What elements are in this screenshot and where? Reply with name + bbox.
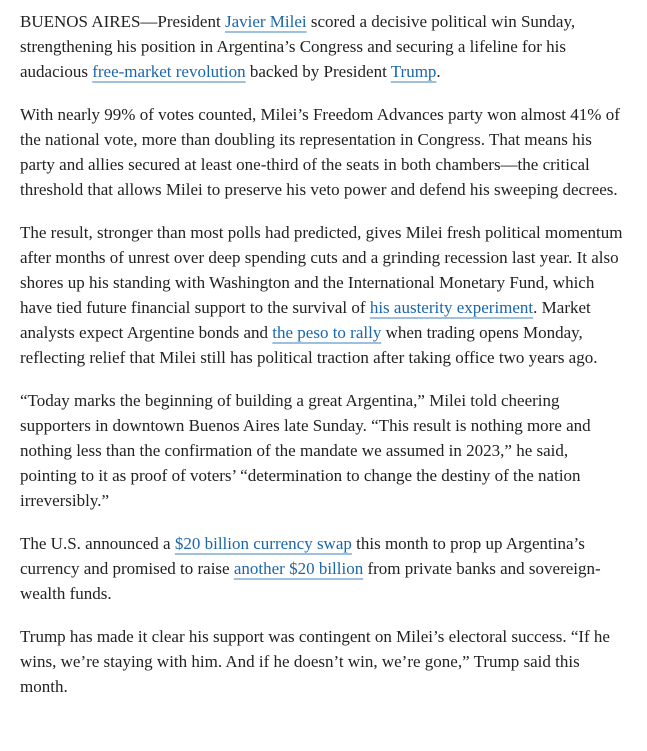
text-segment: this month to prop up Argentina’s currency and promised to raise bbox=[20, 534, 585, 578]
text-segment: BUENOS AIRES—President bbox=[20, 12, 225, 31]
text-segment: when trading opens Monday, reflecting relief that Milei still has political traction after taking office two years ago. bbox=[20, 323, 598, 367]
text-segment: from private banks and sovereign-wealth funds. bbox=[20, 559, 601, 603]
article-paragraph bbox=[20, 9, 628, 84]
article-paragraph bbox=[20, 531, 628, 606]
article-paragraph bbox=[20, 102, 628, 202]
text-segment: . Market analysts expect Argentine bonds and bbox=[20, 298, 591, 342]
text-segment: “Today marks the beginning of building a great Argentina,” Milei told cheering supporters in downtown Buenos Aires late Sunday. “This result is nothing more and nothing less than the confirmation of the mandate we assumed in 2023,” he said, pointing to it as proof of voters’ “determination to change the destiny of the nation irreversibly.” bbox=[20, 391, 591, 510]
inline-link[interactable]: another $20 billion bbox=[233, 559, 364, 578]
article-paragraph bbox=[20, 624, 628, 699]
inline-link[interactable]: Javier Milei bbox=[224, 12, 307, 31]
text-segment: With nearly 99% of votes counted, Milei’s Freedom Advances party won almost 41% of the national vote, more than doubling its representation in Congress. That means his party and allies secured at least one-third of the seats in both chambers—the critical threshold that allows Milei to preserve his veto power and defend his sweeping decrees. bbox=[20, 105, 620, 199]
text-segment: backed by President bbox=[245, 62, 391, 81]
inline-link[interactable]: the peso to rally bbox=[272, 323, 382, 342]
text-segment: The result, stronger than most polls had predicted, gives Milei fresh political momentum after months of unrest over deep spending cuts and a grinding recession last year. It also shores up his standing with Washington and the International Monetary Fund, which have tied future financial support to the survival of bbox=[20, 223, 623, 317]
text-segment: Trump has made it clear his support was contingent on Milei’s electoral success. “If he wins, we’re staying with him. And if he doesn’t win, we’re gone,” Trump said this month. bbox=[20, 627, 610, 696]
article-paragraph bbox=[20, 220, 628, 370]
inline-link[interactable]: free-market revolution bbox=[92, 62, 246, 81]
text-segment: . bbox=[436, 62, 441, 81]
inline-link[interactable]: his austerity experiment bbox=[369, 298, 534, 317]
inline-link[interactable]: $20 billion currency swap bbox=[174, 534, 352, 553]
text-segment: The U.S. announced a bbox=[20, 534, 175, 553]
inline-link[interactable]: Trump bbox=[390, 62, 437, 81]
text-segment: scored a decisive political win Sunday, strengthening his position in Argentina’s Congress and securing a lifeline for his audacious bbox=[20, 12, 576, 81]
article-paragraph bbox=[20, 388, 628, 513]
